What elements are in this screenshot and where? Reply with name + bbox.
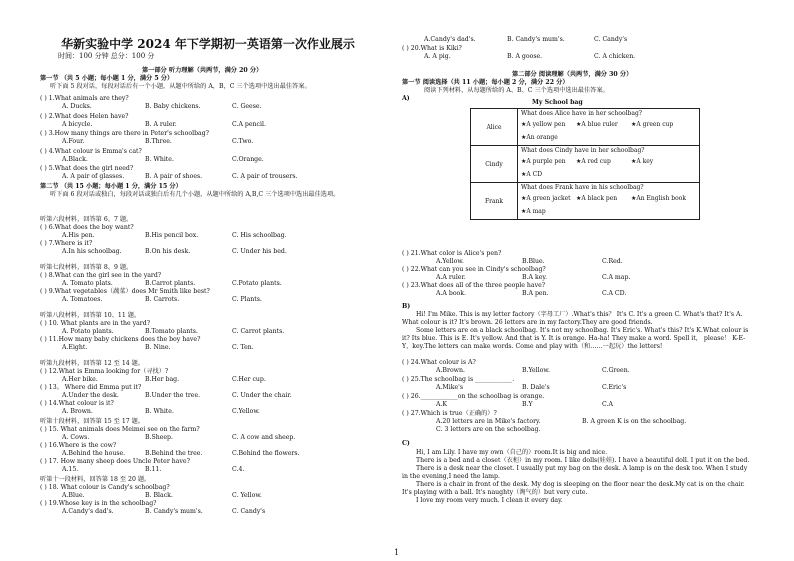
- item-list: [521, 155, 696, 181]
- answer-option-c[interactable]: C. A chicken.: [594, 53, 636, 60]
- answer-option-b[interactable]: B.A pen.: [522, 290, 549, 297]
- answer-option-c[interactable]: C.A pencil.: [232, 120, 266, 128]
- section-header-10: 听第十段材料，回答第 15 至 17 题。: [40, 418, 145, 425]
- list-item: ★A blue ruler: [576, 121, 618, 128]
- answer-option-c[interactable]: C.Two.: [232, 138, 254, 145]
- answer-option-c[interactable]: C. Yellow.: [232, 492, 262, 499]
- answer-option-c[interactable]: C. Under the chair.: [232, 392, 292, 399]
- answer-option-b[interactable]: B. White.: [145, 408, 174, 415]
- question-stem: ( ) 22.What can you see in Cindy's schoolbag?: [402, 266, 546, 273]
- answer-option-b[interactable]: B.Yellow.: [522, 367, 550, 374]
- question-stem: ( ) 17. How many sheep does Uncle Peter have?: [40, 458, 190, 465]
- schoolbag-contents: [518, 109, 700, 146]
- answer-option-a[interactable]: A.Blue.: [62, 492, 85, 499]
- answer-option-c[interactable]: C.Eric's: [602, 384, 627, 391]
- part1-sec1-instructions: 听下面 5 段对话，每段对话后有一个小题，从题中所给的 A，B，C 三个选项中选出最佳答案。: [50, 83, 311, 90]
- answer-option-a[interactable]: A. Brown.: [62, 408, 93, 415]
- part1-sec2-instructions: 听下面 6 段对话或独白，每段对话或独白后有几个小题，从题中所给的 A,B,C 三个选项中选出最佳选项。: [50, 191, 340, 198]
- answer-option-b[interactable]: B.Tomato plants.: [145, 328, 198, 335]
- question-stem: ( ) 5.What does the girl need?: [40, 165, 134, 172]
- row-question: What does Frank have in his schoolbag?: [521, 184, 644, 191]
- item-list: [521, 118, 696, 144]
- person-name: Alice: [471, 109, 518, 146]
- answer-option-c[interactable]: C. 3 letters are on the schoolbag.: [436, 426, 541, 433]
- question-stem: ( ) 19.Whose key is in the schoolbag?: [40, 500, 157, 507]
- answer-option-c[interactable]: C.Red.: [602, 258, 623, 265]
- answer-option-b[interactable]: B.A key.: [522, 274, 547, 281]
- reading-c-para-5: I love my room very much. I clean it every day.: [416, 497, 563, 504]
- answer-option-c[interactable]: C.Orange.: [232, 155, 264, 163]
- answer-option-a[interactable]: A.Under the desk.: [62, 392, 119, 399]
- list-item: ★A map: [521, 208, 546, 215]
- answer-option-c[interactable]: C. Plants.: [232, 296, 262, 303]
- answer-option-c[interactable]: C. A pair of trousers.: [232, 173, 298, 180]
- answer-option-a[interactable]: A. A pair of glasses.: [62, 173, 125, 180]
- answer-option-b[interactable]: B. Nine.: [145, 344, 171, 351]
- list-item: ★A purple pen: [521, 158, 566, 165]
- answer-option-a[interactable]: A.Candy's dad's.: [424, 36, 476, 43]
- answer-option-a[interactable]: A. Tomatoes.: [62, 296, 103, 303]
- answer-option-c[interactable]: C. His schoolbag.: [232, 232, 287, 239]
- question-stem: ( ) 3.How many things are there in Peter's schoolbag?: [40, 130, 209, 137]
- question-stem: ( ) 26.____________on the schoolbag is orange.: [402, 393, 545, 400]
- reading-b-label: B): [402, 303, 411, 310]
- person-name: Frank: [471, 183, 518, 220]
- answer-option-a[interactable]: A.A ruler.: [436, 274, 466, 281]
- answer-option-a[interactable]: A.Eight.: [62, 344, 88, 351]
- answer-option-a[interactable]: A. Tomato plats.: [62, 280, 113, 287]
- answer-option-a[interactable]: A.Brown.: [436, 367, 465, 374]
- reading-c-label: C): [402, 440, 410, 447]
- list-item: ★An orange: [521, 134, 558, 141]
- answer-option-a[interactable]: A.Mike's: [436, 384, 464, 391]
- question-stem: ( ) 14.What colour is it?: [40, 400, 114, 407]
- reading-c-para-2: There is a bed and a closet（衣柜）in my room. I like dolls(娃娃). I have a beautiful doll. I put it on the bed.: [416, 457, 750, 464]
- question-stem: ( ) 20.What is Kiki?: [402, 45, 462, 52]
- answer-option-b[interactable]: B.Carrot plants.: [145, 280, 196, 287]
- answer-option-c[interactable]: C. Carrot plants.: [232, 328, 285, 335]
- table-title: My School bag: [532, 99, 583, 106]
- list-item: ★A yellow pen: [521, 121, 566, 128]
- question-stem: ( ) 25.The schoolbag is ____________.: [402, 376, 515, 383]
- answer-option-c[interactable]: C.A CD.: [602, 290, 627, 297]
- right-column: [402, 0, 754, 548]
- answer-option-c[interactable]: C.Her cup.: [232, 376, 266, 383]
- part2-sec1-title: 第一节 阅读选择（共 11 小题；每小题 2 分，满分 22 分）: [402, 79, 569, 86]
- list-item: ★A CD: [521, 171, 543, 178]
- question-stem: ( ) 7.Where is it?: [40, 240, 93, 247]
- answer-option-a[interactable]: A.Behind the house.: [62, 450, 126, 457]
- part1-sec2-title: 第二节 （共 15 小题；每小题 1 分，满分 15 分）: [40, 183, 182, 190]
- question-stem: ( ) 2.What does Helen have?: [40, 112, 129, 120]
- reading-c-para-1: Hi, I am Lily. I have my own（自己的）room.It is big and nice.: [416, 449, 608, 456]
- answer-option-b[interactable]: B.Sheep.: [145, 434, 173, 441]
- exam-meta: 时间：100 分钟 总分：100 分: [58, 52, 155, 60]
- answer-option-a[interactable]: A.Her bike.: [62, 376, 98, 383]
- list-item: ★A black pen: [576, 195, 618, 202]
- answer-option-c[interactable]: C.Potato plants.: [232, 280, 282, 287]
- question-stem: ( ) 24.What colour is A?: [402, 359, 476, 366]
- answer-option-c[interactable]: C. Geese.: [232, 103, 262, 110]
- question-stem: ( ) 13。 Where did Emma put it?: [40, 384, 142, 391]
- answer-option-a[interactable]: A.15.: [62, 466, 79, 473]
- answer-option-b[interactable]: B.Y: [522, 401, 533, 408]
- answer-option-c[interactable]: C. A cow and sheep.: [232, 434, 296, 441]
- question-stem: ( ) 27.Which is true（正确的）?: [402, 410, 497, 417]
- answer-option-b[interactable]: B.Under the tree.: [145, 392, 201, 399]
- answer-option-c[interactable]: C.A: [602, 401, 613, 408]
- answer-option-b[interactable]: B. Baby chickens.: [145, 103, 201, 110]
- answer-option-c[interactable]: C.4.: [232, 466, 245, 473]
- question-stem: ( ) 1.What animals are they?: [40, 95, 129, 102]
- section-header-11: 听第十一段材料，回答第 18 至 20 题。: [40, 476, 151, 483]
- question-stem: ( ) 12.What is Emma looking for（寻找）?: [40, 368, 169, 375]
- answer-option-a[interactable]: A.Candy's dad's.: [62, 508, 114, 515]
- list-item: ★An English book: [631, 195, 686, 202]
- answer-option-a[interactable]: A.20 letters are in Mike's factory.: [436, 418, 541, 425]
- answer-option-a[interactable]: A.Yellow.: [436, 258, 464, 265]
- schoolbag-table: [470, 108, 700, 220]
- answer-option-c[interactable]: C.A map.: [602, 274, 631, 281]
- part2-sec1-instructions: 阅读下列材料，从每题所给的 A、B、C 三个选项中选出最佳答案。: [424, 87, 609, 94]
- reading-a-label: A): [402, 95, 410, 102]
- reading-b-passage: Hi! I'm Mike. This is my letter factory（字母工厂）.What's this？ It's C. It's a green C. What's that? It's A. What colour is it? It's brown. 26 letters are in my factory.They are good friends.: [402, 311, 743, 326]
- answer-option-b[interactable]: B.11.: [145, 466, 162, 473]
- answer-option-b[interactable]: B. A pair of shoes.: [145, 173, 203, 180]
- answer-option-b[interactable]: B.Three.: [145, 138, 172, 145]
- answer-option-a[interactable]: A. Ducks.: [62, 103, 92, 110]
- question-stem: ( ) 4.What colour is Emma's cat?: [40, 147, 142, 155]
- schoolbag-contents: [518, 146, 700, 183]
- section-header-8: 听第八段材料，回答第 10、11 题。: [40, 312, 141, 319]
- answer-option-b[interactable]: B. Candy's mum's.: [507, 36, 565, 43]
- reading-b-passage-2: Some letters are on a black schoolbag. It's not my schoolbag. It's Eric's. What's this? It's K.What colour is it? Its blue. This is E. It's yellow. And that is Y. It is orange. Ha-ha! They make a word. Spell it， please！ K-E-Y，key.The letters can make words. Come and play with（和……一起玩）the letters!: [402, 327, 749, 350]
- part1-title: 第一部分 听力理解（共两节，满分 20 分）: [142, 67, 263, 74]
- reading-c-para-4: There is a chair in front of the desk. My dog is sleeping on the floor near the desk.My cat is on the chair. It's playing with a ball. It's naughty（淘气的）but very cute.: [402, 481, 745, 496]
- question-stem: ( ) 11.How many baby chickens does the boy have?: [40, 336, 201, 343]
- answer-option-a[interactable]: A bicycle.: [62, 120, 93, 128]
- part1-sec1-title: 第一节 （共 5 小题；每小题 1 分，满分 5 分）: [40, 75, 174, 82]
- question-stem: ( ) 18. What colour is Candy's schoolbag?: [40, 484, 170, 491]
- answer-option-c[interactable]: C. Under his bed.: [232, 248, 287, 255]
- left-column: [40, 0, 392, 548]
- answer-option-b[interactable]: B. Candy's mum's.: [145, 508, 203, 515]
- answer-option-c[interactable]: C. Candy's: [594, 36, 628, 43]
- question-stem: ( ) 6.What does the boy want?: [40, 224, 134, 231]
- answer-option-c[interactable]: C. Ten.: [232, 344, 254, 351]
- answer-option-b[interactable]: B.On his desk.: [145, 248, 191, 255]
- answer-option-c[interactable]: C.Behind the flowers.: [232, 450, 300, 457]
- answer-option-c[interactable]: C.Yellow.: [232, 408, 260, 415]
- answer-option-b[interactable]: B. White.: [145, 155, 174, 163]
- question-stem: ( ) 23.What does all of the three people have?: [402, 282, 546, 289]
- answer-option-a[interactable]: A. Cows.: [62, 434, 90, 441]
- part2-title: 第二部分 阅读理解（共两节，满分 30 分）: [512, 71, 633, 78]
- answer-option-a[interactable]: A.Black.: [62, 155, 88, 163]
- list-item: ★A red cup: [576, 158, 611, 165]
- answer-option-a[interactable]: A. A pig.: [424, 53, 451, 60]
- section-header-6: 听第六段材料，回答第 6、7 题。: [40, 216, 133, 223]
- answer-option-b[interactable]: B. Black.: [145, 492, 173, 499]
- question-stem: ( ) 21.What color is Alice's pen?: [402, 250, 502, 257]
- answer-option-b[interactable]: B.His pencil box.: [145, 232, 199, 239]
- question-stem: ( ) 15. What animals does Meimei see on the farm?: [40, 426, 200, 433]
- answer-option-c[interactable]: C. Candy's: [232, 508, 266, 515]
- answer-option-b[interactable]: B.Her bag.: [145, 376, 180, 383]
- list-item: ★A green cup: [631, 121, 674, 128]
- answer-option-b[interactable]: B. A ruler.: [145, 120, 177, 128]
- page-number: 1: [394, 548, 400, 557]
- person-name: Cindy: [471, 146, 518, 183]
- answer-option-b[interactable]: B.Blue.: [522, 258, 545, 265]
- schoolbag-contents: [518, 183, 700, 220]
- answer-option-a[interactable]: A.In his schoolbag.: [62, 248, 122, 255]
- page-title: 华新实验中学 2024 年下学期初一英语第一次作业展示: [61, 37, 355, 51]
- answer-option-a[interactable]: A.Four.: [62, 138, 85, 145]
- table-row: [471, 146, 700, 183]
- answer-option-b[interactable]: B. A green K is on the schoolbag.: [582, 418, 687, 425]
- section-header-9: 听第九段材料，回答第 12 至 14 题。: [40, 360, 145, 367]
- answer-option-b[interactable]: B. A goose.: [507, 53, 543, 60]
- answer-option-b[interactable]: B. Carrots.: [145, 296, 180, 303]
- answer-option-c[interactable]: C.Green.: [602, 367, 630, 374]
- answer-option-a[interactable]: A.His pen.: [62, 232, 95, 239]
- section-header-7: 听第七段材料，回答第 8、9 题。: [40, 264, 133, 271]
- answer-option-a[interactable]: A.A book.: [436, 290, 466, 297]
- answer-option-a[interactable]: A.K: [436, 401, 448, 408]
- answer-option-b[interactable]: B.Behind the tree.: [145, 450, 203, 457]
- list-item: ★A green jacket: [521, 195, 571, 202]
- answer-option-b[interactable]: B. Dale's: [522, 384, 550, 391]
- list-item: ★A key: [631, 158, 654, 165]
- question-stem: ( ) 10. What plants are in the yard?: [40, 320, 151, 327]
- question-stem: ( ) 9.What vegetables（蔬菜）does Mr Smith like best?: [40, 288, 210, 295]
- reading-c-para-3: There is a desk near the closet. I usually put my bag on the desk. A lamp is on the desk too. When I study in the evening,I need the lamp.: [402, 465, 748, 480]
- item-list: [521, 192, 696, 218]
- row-question: What does Alice have in her schoolbag?: [521, 110, 642, 117]
- row-question: What does Cindy have in her schoolbag?: [521, 147, 645, 154]
- table-row: [471, 109, 700, 146]
- answer-option-a[interactable]: A. Potato plants.: [62, 328, 114, 335]
- table-row: [471, 183, 700, 220]
- question-stem: ( ) 16.Where is the cow?: [40, 442, 117, 449]
- question-stem: ( ) 8.What can the girl see in the yard?: [40, 272, 162, 279]
